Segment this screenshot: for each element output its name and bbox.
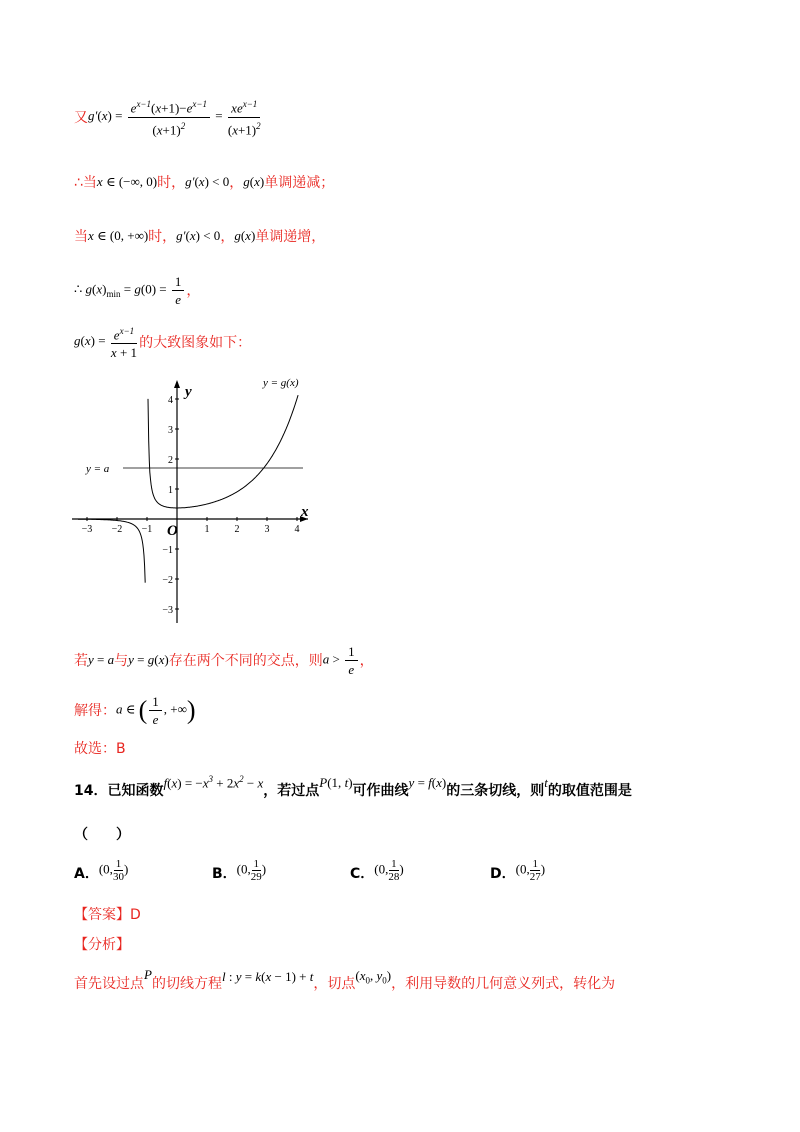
solution-line [74, 690, 196, 730]
y-tick-label: −1 [162, 545, 173, 556]
a-gt-inv-e: a > $\frac{1}{e}$ [323, 644, 360, 677]
when-prefix: 当 [74, 229, 88, 245]
comma: ， [229, 175, 244, 191]
x-tick-label: 3 [264, 524, 270, 535]
solution-interval: a ∈ ( $\frac{1}{e}$ , +∞) [116, 693, 196, 727]
point-p-2: P [144, 967, 152, 982]
curve-label: y = g(x) [263, 377, 299, 389]
y-tick-label: 1 [168, 485, 173, 496]
y-axis-label: y [185, 384, 192, 400]
g-of-x: g(x) [243, 174, 265, 189]
analysis-a: 首先设过点 [74, 976, 144, 992]
solve-prefix: 解得： [74, 703, 116, 719]
option-b-label: B． [212, 866, 237, 882]
question-text-b: ，若过点 [263, 783, 320, 799]
y-tick-label: 2 [168, 455, 173, 466]
question-text-c: 可作曲线 [352, 783, 409, 799]
option-d[interactable] [490, 856, 545, 890]
interval-positive: x ∈ (0, +∞) [88, 228, 149, 243]
x-tick-label: 4 [294, 524, 300, 535]
comma-4: ， [359, 653, 374, 669]
axes [72, 380, 308, 623]
analysis-tag: 【分析】 [74, 937, 130, 953]
minimum-formula: ∴ $g(x)_{min} = g(0)$ = $\frac{1}{e}$ [74, 274, 186, 307]
line-a-label: y = a [86, 463, 110, 475]
derivative-neg: g′(x) < 0 [185, 174, 230, 189]
if-prefix: 若 [74, 653, 88, 669]
graph-intro-text: 的大致图象如下： [139, 335, 252, 351]
function-graph [70, 368, 320, 626]
question-text-a: 已知函数 [107, 783, 164, 799]
option-b-value: (0, $\frac{1}{29}$ ) [236, 857, 267, 883]
increasing-line [74, 224, 325, 248]
when-text-2: 时， [148, 229, 177, 245]
decreasing-line [74, 170, 334, 194]
condition-line [74, 640, 374, 680]
answer-paren: （ ） [74, 827, 130, 843]
analysis-b: 的切线方程 [151, 976, 222, 992]
curves [78, 395, 303, 583]
x-tick-label: −2 [111, 524, 123, 535]
tangent-point: ($x_0$, $y_0$) [355, 968, 392, 986]
answer-line [74, 904, 141, 924]
increasing-text: 单调递增， [255, 229, 326, 245]
option-d-label: D． [490, 866, 516, 882]
when-text: 时， [157, 175, 186, 191]
minimum-line [74, 270, 200, 310]
condition-text: 存在两个不同的交点，则 [168, 653, 323, 669]
interval-negative: x ∈ (−∞, 0) [96, 174, 158, 189]
derivative-formula: g′(x) = $\frac{e^{x-1}(x+1)-e^{x-1}}{(x+1)^2}$ = $\frac{xe^{x-1}}{(x+1)^2}$ [88, 99, 261, 137]
analysis-d: ，利用导数的几何意义列式，转化为 [391, 976, 616, 992]
curve-f: y = f(x) [408, 775, 447, 790]
option-a-value: (0, $\frac{1}{30}$ ) [98, 857, 129, 883]
option-d-value: (0, $\frac{1}{27}$ ) [515, 857, 546, 883]
derivative-cond: g′(x) < 0 [176, 228, 221, 243]
and-text: 与 [114, 653, 129, 669]
option-a-label: A． [74, 866, 99, 882]
question-text-d: 的三条切线，则 [446, 783, 545, 799]
y-equals-g: y = g(x) [128, 652, 169, 667]
y-tick-label: −2 [162, 575, 173, 586]
origin-label: O [167, 523, 178, 539]
x-tick-label: −1 [141, 524, 153, 535]
comma-2: ， [220, 229, 235, 245]
option-c-label: C． [350, 866, 375, 882]
var-t: t [544, 775, 548, 790]
derivative-line [74, 92, 263, 142]
x-tick-label: 1 [204, 524, 210, 535]
point-p: P(1, t) [319, 775, 353, 790]
graph-intro-line [74, 322, 251, 362]
question-text-e: 的取值范围是 [547, 783, 632, 799]
x-tick-label: 2 [234, 524, 240, 535]
comma-3: ， [186, 283, 201, 299]
f-definition: $f(x) = -x^3 + 2x^2 - x$ [163, 774, 264, 791]
x-tick-label: −3 [81, 524, 93, 535]
g-of-x-2: g(x) [234, 228, 256, 243]
g-definition: g(x) = $\frac{e^{x-1}}{x + 1}$ [74, 325, 138, 361]
choose-line: 故选：B [74, 741, 126, 757]
y-equals-a: y = a [88, 652, 115, 667]
tangent-eq: l : y = k(x − 1) + t [221, 969, 314, 984]
answer-value: D [130, 907, 141, 923]
graph-labels [82, 377, 309, 616]
therefore-when: ∴当 [74, 175, 97, 191]
analysis-line [74, 966, 615, 1000]
option-a[interactable] [74, 856, 128, 890]
option-c-value: (0, $\frac{1}{28}$ ) [374, 857, 404, 883]
decreasing-text: 单调递减； [264, 175, 335, 191]
y-axis-arrow [174, 380, 180, 388]
answer-tag: 【答案】 [74, 907, 130, 923]
question-14 [74, 776, 632, 804]
question-number: 14． [74, 783, 108, 799]
options-row [74, 856, 634, 890]
analysis-c: ，切点 [313, 976, 356, 992]
you-prefix: 又 [74, 110, 88, 126]
y-tick-label: 3 [168, 425, 173, 436]
y-tick-label: 4 [168, 395, 173, 406]
option-b[interactable] [212, 856, 266, 890]
option-c[interactable] [350, 856, 404, 890]
y-tick-label: −3 [162, 605, 173, 616]
x-axis-label: x [301, 504, 309, 520]
